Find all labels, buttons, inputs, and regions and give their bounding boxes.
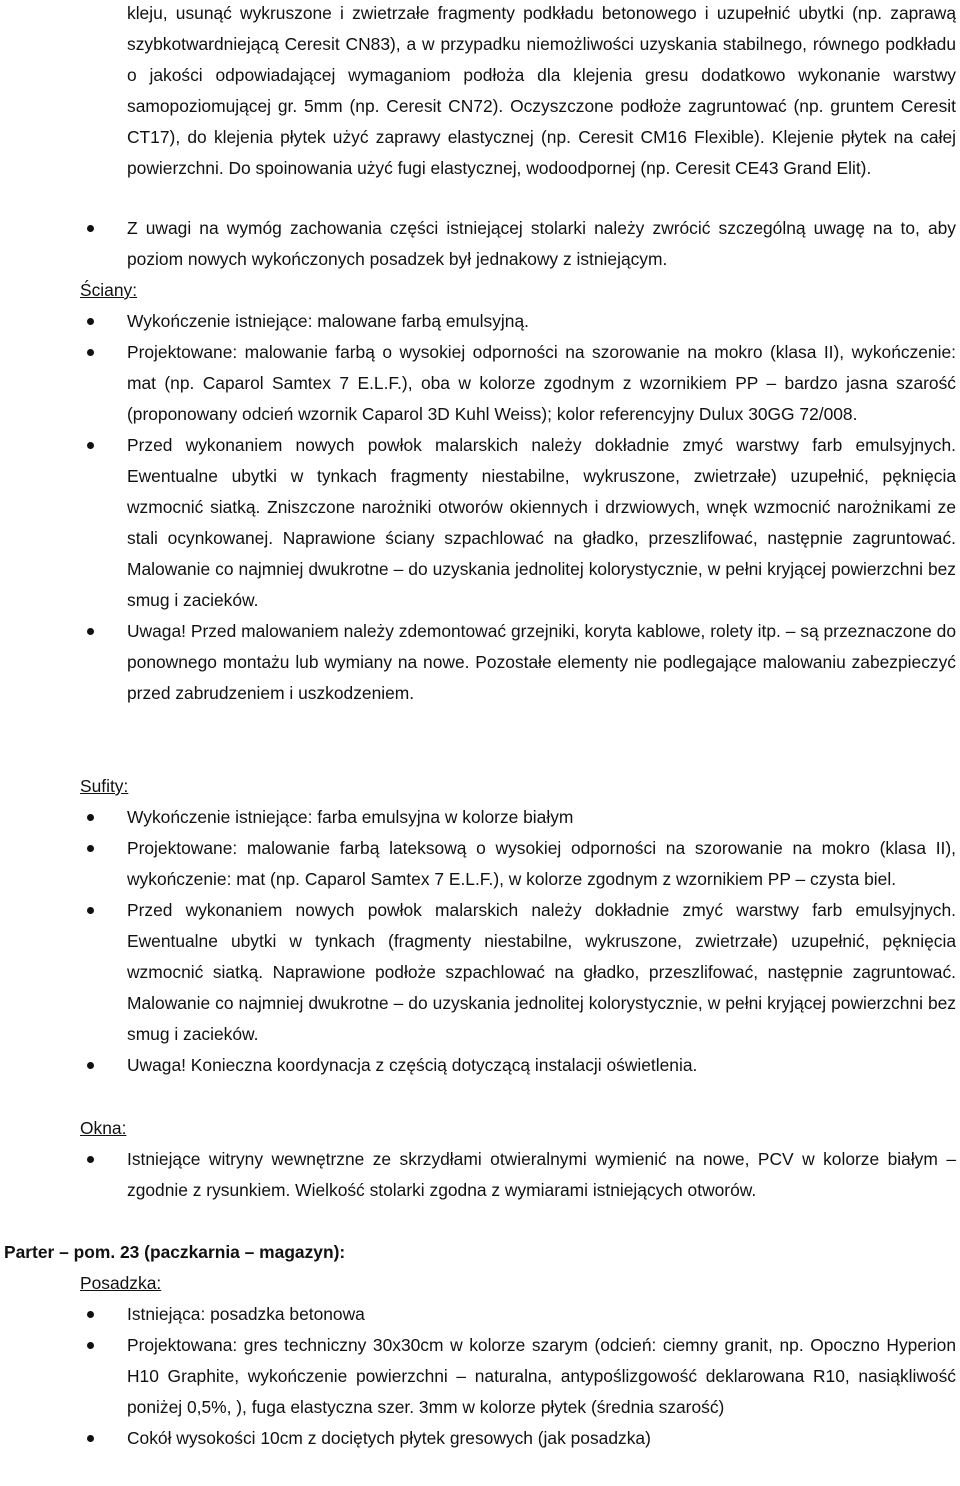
intro-continuation (0, 0, 960, 184)
bullet-icon (87, 442, 94, 449)
list-item (0, 1330, 960, 1423)
section-heading-walls: Ściany: (80, 280, 138, 300)
list-item (0, 895, 960, 1050)
list-item-text: Uwaga! Przed malowaniem należy zdemontować grzejniki, koryta kablowe, rolety itp. – są przeznaczone do ponownego montażu lub wymiany na nowe. Pozostałe elementy nie podlegające malowaniu zabezpieczyć przed zabrudzeniem i uszkodzeniem. (127, 621, 956, 703)
list-item-text: Istniejąca: posadzka betonowa (127, 1304, 365, 1324)
list-item (0, 833, 960, 895)
list-item-text: Uwaga! Konieczna koordynacja z częścią dotyczącą instalacji oświetlenia. (127, 1055, 698, 1075)
list-item (0, 430, 960, 616)
list-item-text: Istniejące witryny wewnętrzne ze skrzydłami otwieralnymi wymienić na nowe, PCV w kolorze białym – zgodnie z rysunkiem. Wielkość stolarki zgodna z wymiarami istniejących otworów. (127, 1149, 956, 1200)
list-item-text: Projektowana: gres techniczny 30x30cm w kolorze szarym (odcień: ciemny granit, np. Opoczno Hyperion H10 Graphite, wykończenie powierzchni – naturalna, antypoślizgowość deklarowana R10, nasiąkliwość poniżej 0,5%, ), fuga elastyczna szer. 3mm w kolorze płytek (średnia szarość) (127, 1335, 956, 1417)
bullet-icon (87, 628, 94, 635)
list-item (0, 1299, 960, 1330)
list-item-text: Projektowane: malowanie farbą lateksową o wysokiej odporności na szorowanie na mokro (klasa II), wykończenie: mat (np. Caparol Samtex 7 E.L.F.), w kolorze zgodnym z wzornikiem PP – czysta biel. (127, 838, 956, 889)
list-item (0, 1050, 960, 1081)
walls-list (0, 306, 960, 709)
list-item-text: Z uwagi na wymóg zachowania części istniejącej stolarki należy zwrócić szczególną uwagę na to, aby poziom nowych wykończonych posadzek był jednakowy z istniejącym. (127, 218, 956, 269)
list-item-text: Cokół wysokości 10cm z dociętych płytek gresowych (jak posadzka) (127, 1428, 651, 1448)
list-item-text: Projektowane: malowanie farbą o wysokiej odporności na szorowanie na mokro (klasa II), wykończenie: mat (np. Caparol Samtex 7 E.L.F.), oba w kolorze zgodnym z wzornikiem PP – bardzo jasna szarość (proponowany odcień wzornik Caparol 3D Kuhl Weiss); kolor referencyjny Dulux 30GG 72/008. (127, 342, 956, 424)
parter-floor-list (0, 1299, 960, 1454)
list-item-text: Przed wykonaniem nowych powłok malarskich należy dokładnie zmyć warstwy farb emulsyjnych. Ewentualne ubytki w tynkach fragmenty niestabilne, wykruszone, zwietrzałe) uzupełnić, pęknięcia wzmocnić siatką. Zniszczone narożniki otworów okiennych i drzwiowych, wnęk wzmocnić narożnikami ze stali ocynkowanej. Naprawione ściany szpachlować na gładko, przeszlifować, następnie zagruntować. Malowanie co najmniej dwukrotne – do uzyskania jednolitej kolorystycznie, w pełni kryjącej powierzchni bez smug i zacieków. (127, 435, 956, 610)
list-item-text: Wykończenie istniejące: malowane farbą emulsyjną. (127, 311, 529, 331)
section-heading-windows: Okna: (80, 1118, 127, 1138)
bullet-icon (87, 907, 94, 914)
bullet-icon (87, 814, 94, 821)
list-item (0, 213, 960, 275)
parter-floor-section (0, 1268, 960, 1299)
list-item (0, 616, 960, 709)
bullet-icon (87, 318, 94, 325)
ceilings-list (0, 802, 960, 1081)
list-item (0, 802, 960, 833)
bullet-icon (87, 1062, 94, 1069)
list-item-text: Przed wykonaniem nowych powłok malarskich należy dokładnie zmyć warstwy farb emulsyjnych. Ewentualne ubytki w tynkach (fragmenty niestabilne, wykruszone, zwietrzałe) uzupełnić, pęknięcia wzmocnić siatką. Naprawione podłoże szpachlować na gładko, przeszlifować, następnie zagruntować. Malowanie co najmniej dwukrotne – do uzyskania jednolitej kolorystycznie, w pełni kryjącej powierzchni bez smug i zacieków. (127, 900, 956, 1044)
windows-section (0, 1113, 960, 1144)
part-title: Parter – pom. 23 (paczkarnia – magazyn): (4, 1242, 346, 1262)
ceilings-section (0, 771, 960, 802)
list-item (0, 337, 960, 430)
paragraph: kleju, usunąć wykruszone i zwietrzałe fragmenty podkładu betonowego i uzupełnić ubytki (np. zaprawą szybkotwardniejącą Ceresit CN83), a w przypadku niemożliwości uzyskania stabilnego, równego podkładu o jakości odpowiadającej wymaganiom podłoża dla klejenia gresu dodatkowo wykonanie warstwy samopoziomującej gr. 5mm (np. Ceresit CN72). Oczyszczone podłoże zagruntować (np. gruntem Ceresit CT17), do klejenia płytek użyć zaprawy elastycznej (np. Ceresit CM16 Flexible). Klejenie płytek na całej powierzchni. Do spoinowania użyć fugi elastycznej, wodoodpornej (np. Ceresit CE43 Grand Elit). (127, 3, 956, 178)
list-item (0, 1423, 960, 1454)
walls-section (0, 275, 960, 306)
bullet-icon (87, 349, 94, 356)
bullet-icon (87, 1311, 94, 1318)
list-item-text: Wykończenie istniejące: farba emulsyjna w kolorze białym (127, 807, 574, 827)
parter-section (0, 1237, 960, 1268)
section-heading-floor: Posadzka: (80, 1273, 162, 1293)
bullet-icon (87, 225, 94, 232)
bullet-icon (87, 1435, 94, 1442)
list-item (0, 1144, 960, 1206)
bullet-icon (87, 845, 94, 852)
section-heading-ceilings: Sufity: (80, 776, 129, 796)
bullet-icon (87, 1342, 94, 1349)
bullet-icon (87, 1156, 94, 1163)
floor-note-list (0, 213, 960, 275)
windows-list (0, 1144, 960, 1206)
list-item (0, 306, 960, 337)
